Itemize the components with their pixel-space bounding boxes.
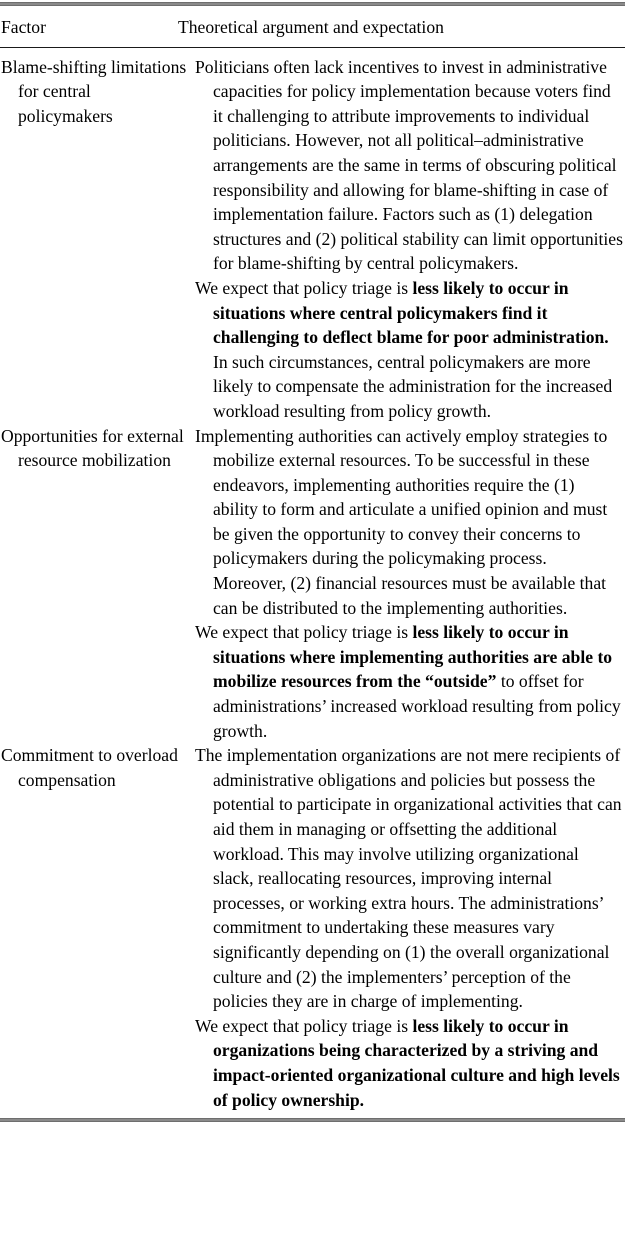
paragraph-lead-text: We expect that policy triage is (195, 1015, 413, 1036)
expectation-bold-text: less likely to occur in situations where implementing authorities are able to mobilize resources from the “outside” (213, 622, 613, 692)
table-row (0, 743, 625, 1112)
argument-paragraph (195, 620, 623, 743)
paragraph-lead-text: We expect that policy triage is (195, 622, 413, 643)
table-bottom-rule (0, 1118, 625, 1122)
column-header-factor: Factor (1, 17, 46, 37)
cell-argument (195, 55, 625, 424)
argument-paragraph (195, 743, 623, 1014)
cell-argument (195, 743, 625, 1112)
paragraph-lead-text: Politicians often lack incentives to invest in administrative capacities for policy implementation because voters find it challenging to attribute improvements to individual politicians. However, not all political–administrative arrangements are the same in terms of obscuring political responsibility and allowing for blame-shifting in case of implementation failure. Factors such as (1) delegation structures and (2) political stability can limit opportunities for blame-shifting by central policymakers. (195, 56, 623, 274)
paragraph-tail-text: to offset for administrations’ increased workload resulting from policy growth. (213, 671, 621, 741)
paragraph-lead-text: We expect that policy triage is (195, 277, 413, 298)
table-header-row (0, 6, 625, 47)
argument-paragraph (195, 55, 623, 276)
cell-argument (195, 424, 625, 744)
paragraph-tail-text: In such circumstances, central policymakers are more likely to compensate the administration for the increased workload resulting from policy growth. (213, 351, 613, 421)
column-header-argument: Theoretical argument and expectation (178, 17, 444, 37)
cell-factor: Blame-shifting limitations for central policymakers (1, 56, 187, 126)
paragraph-lead-text: Implementing authorities can actively employ strategies to mobilize external resources. To be successful in these endeavors, implementing authorities require the (1) ability to form and articulate a unified opinion and must be given the opportunity to convey their concerns to policymakers during the policymaking process. Moreover, (2) financial resources must be available that can be distributed to the implementing authorities. (195, 425, 608, 618)
cell-factor: Commitment to overload compensation (1, 745, 178, 790)
table-body (0, 48, 625, 1119)
table-row (0, 424, 625, 744)
argument-paragraph (195, 276, 623, 424)
argument-paragraph (195, 424, 623, 621)
argument-paragraph (195, 1014, 623, 1112)
expectation-bold-text: less likely to occur in situations where central policymakers find it challenging to deflect blame for poor administration. (213, 277, 609, 348)
paragraph-lead-text: The implementation organizations are not mere recipients of administrative obligations and policies but possess the potential to participate in organizational activities that can aid them in managing or offsetting the additional workload. This may involve utilizing organizational slack, reallocating resources, improving internal processes, or working extra hours. The administrations’ commitment to undertaking these measures vary significantly depending on (1) the overall organizational culture and (2) the implementers’ perception of the policies they are in charge of implementing. (195, 745, 622, 1012)
expectation-bold-text: less likely to occur in organizations being characterized by a striving and impact-oriented organizational culture and high levels of policy ownership. (213, 1015, 620, 1110)
table-row (0, 55, 625, 424)
theory-table (0, 2, 625, 1122)
cell-factor: Opportunities for external resource mobilization (1, 425, 184, 471)
